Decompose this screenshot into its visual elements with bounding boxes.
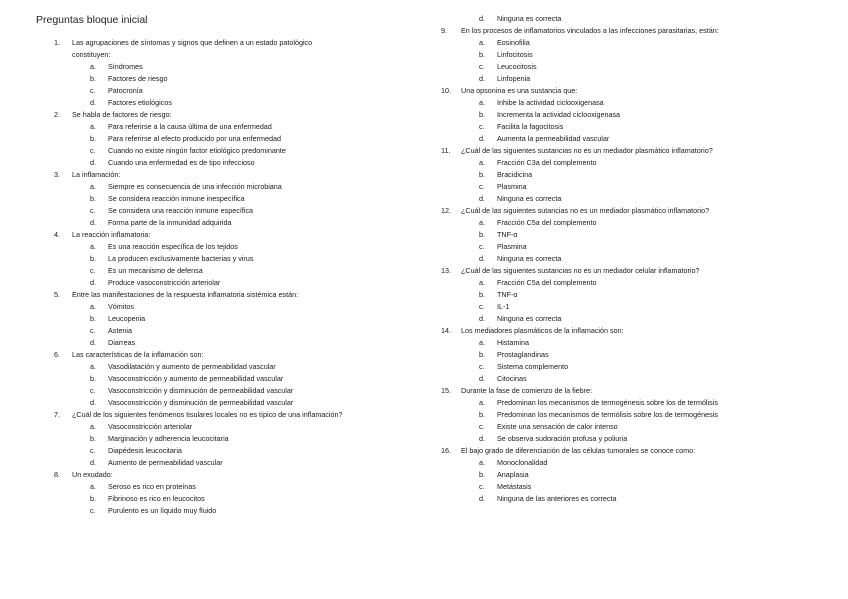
option-text: Vasoconstricción arteriolar	[108, 422, 193, 431]
answer-option	[54, 265, 414, 277]
question-text-line: ¿Cuál de los siguientes fenómenos tisulares locales no es típico de una inflamación?	[72, 410, 343, 419]
option-text: Vasoconstricción y aumento de permeabilidad vascular	[108, 374, 284, 383]
question-header	[441, 325, 841, 337]
answer-option	[441, 49, 841, 61]
question-item	[54, 409, 414, 469]
question-header	[54, 349, 414, 361]
question-number: 12.	[441, 206, 451, 215]
answer-option	[441, 409, 841, 421]
question-text-line: La reacción inflamatoria:	[72, 230, 151, 239]
answer-option	[54, 205, 414, 217]
option-letter: a.	[90, 242, 96, 251]
option-letter: b.	[90, 74, 96, 83]
question-number: 16.	[441, 446, 451, 455]
answer-option	[441, 253, 841, 265]
answer-option	[441, 169, 841, 181]
option-text: Bracidicina	[497, 170, 533, 179]
option-letter: c.	[90, 446, 96, 455]
answer-option	[54, 445, 414, 457]
answer-option	[54, 325, 414, 337]
question-header	[441, 145, 841, 157]
answer-option	[54, 193, 414, 205]
option-text: TNF-α	[497, 230, 518, 239]
option-letter: b.	[479, 170, 485, 179]
answer-option	[54, 61, 414, 73]
option-letter: b.	[479, 230, 485, 239]
question-item	[54, 169, 414, 229]
option-letter: c.	[90, 506, 96, 515]
question-header	[54, 109, 414, 121]
answer-option	[441, 337, 841, 349]
option-letter: c.	[479, 302, 485, 311]
option-text: Anaplasia	[497, 470, 529, 479]
option-letter: c.	[479, 422, 485, 431]
answer-option	[441, 469, 841, 481]
option-text: Aumento de permeabilidad vascular	[108, 458, 223, 467]
question-number: 10.	[441, 86, 451, 95]
answer-option	[54, 505, 414, 517]
option-text: Ninguna es correcta	[497, 14, 562, 23]
option-text: Cuando no existe ningún factor etiológico predominante	[108, 146, 286, 155]
option-text: Seroso es rico en proteínas	[108, 482, 196, 491]
option-letter: c.	[90, 86, 96, 95]
answer-option	[441, 349, 841, 361]
question-text-line: Las características de la inflamación son:	[72, 350, 204, 359]
answer-option	[441, 73, 841, 85]
question-item	[441, 25, 841, 85]
option-letter: a.	[90, 62, 96, 71]
question-number: 7.	[54, 410, 60, 419]
option-text: Facilita la fagocitosis	[497, 122, 564, 131]
option-letter: a.	[479, 338, 485, 347]
option-letter: b.	[90, 194, 96, 203]
option-letter: a.	[479, 458, 485, 467]
question-text	[72, 469, 414, 481]
answer-option	[441, 181, 841, 193]
answer-option	[441, 433, 841, 445]
option-letter: d.	[90, 98, 96, 107]
answer-option	[54, 85, 414, 97]
question-header	[54, 37, 414, 61]
question-number: 5.	[54, 290, 60, 299]
question-item	[441, 145, 841, 205]
option-text: Fibrinoso es rico en leucocitos	[108, 494, 205, 503]
question-item	[441, 445, 841, 505]
question-text-line: Una opsonina es una sustancia que:	[461, 86, 578, 95]
answer-option	[54, 253, 414, 265]
option-text: Predominan los mecanismos de termólisis sobre los de termogénesis	[497, 410, 718, 419]
question-text	[461, 385, 841, 397]
option-text: Es una reacción específica de los tejidos	[108, 242, 238, 251]
option-letter: d.	[479, 314, 485, 323]
question-header	[441, 85, 841, 97]
question-text	[461, 85, 841, 97]
option-letter: b.	[479, 410, 485, 419]
option-letter: b.	[90, 434, 96, 443]
option-letter: b.	[479, 50, 485, 59]
option-text: Diapédesis leucocitaria	[108, 446, 182, 455]
option-letter: c.	[479, 62, 485, 71]
question-item	[54, 229, 414, 289]
question-number: 15.	[441, 386, 451, 395]
question-header	[441, 265, 841, 277]
question-text-line: Durante la fase de comienzo de la fiebre:	[461, 386, 593, 395]
option-text: Predominan los mecanismos de termogénesis sobre los de termólisis	[497, 398, 718, 407]
option-letter: c.	[479, 362, 485, 371]
option-text: Ninguna es correcta	[497, 254, 562, 263]
answer-option	[441, 301, 841, 313]
option-letter: d.	[90, 278, 96, 287]
question-text-line: Se habla de factores de riesgo:	[72, 110, 172, 119]
question-item	[441, 205, 841, 265]
question-text-line: ¿Cuál de las siguientes sustancias no es un mediador plasmático inflamatorio?	[461, 146, 713, 155]
option-letter: a.	[90, 122, 96, 131]
option-text: Fracción C5a del complemento	[497, 218, 597, 227]
question-text	[461, 25, 841, 37]
option-text: Para referirse al efecto producido por una enfermedad	[108, 134, 282, 143]
answer-option	[441, 157, 841, 169]
option-text: Siempre es consecuencia de una infección microbiana	[108, 182, 282, 191]
answer-option	[54, 133, 414, 145]
answer-option	[54, 481, 414, 493]
option-letter: a.	[479, 158, 485, 167]
option-letter: d.	[90, 458, 96, 467]
question-number: 3.	[54, 170, 60, 179]
option-text: Leucocitosis	[497, 62, 537, 71]
option-letter: b.	[90, 254, 96, 263]
option-letter: c.	[90, 146, 96, 155]
option-text: Citocinas	[497, 374, 527, 383]
option-text: Eosinofilia	[497, 38, 530, 47]
answer-option	[441, 313, 841, 325]
question-text	[461, 145, 841, 157]
question-text-line: En los procesos de inflamatorios vinculados a las infecciones parasitarias, están:	[461, 26, 719, 35]
answer-option	[441, 289, 841, 301]
answer-option	[54, 97, 414, 109]
question-text	[72, 229, 414, 241]
question-text	[461, 205, 841, 217]
option-letter: b.	[479, 350, 485, 359]
option-letter: a.	[90, 302, 96, 311]
page-title: Preguntas bloque inicial	[36, 14, 148, 26]
option-letter: c.	[90, 326, 96, 335]
option-letter: d.	[479, 14, 485, 23]
answer-option	[54, 145, 414, 157]
answer-option	[441, 241, 841, 253]
option-text: Histamina	[497, 338, 529, 347]
answer-option	[441, 217, 841, 229]
option-text: Sistema complemento	[497, 362, 569, 371]
answer-option	[441, 229, 841, 241]
option-text: Leucopenia	[108, 314, 146, 323]
option-text: Patocronía	[108, 86, 143, 95]
option-text: Diarreas	[108, 338, 136, 347]
option-text: Cuando una enfermedad es de tipo infeccioso	[108, 158, 255, 167]
question-text-line: Entre las manifestaciones de la respuesta inflamatoria sistémica están:	[72, 290, 299, 299]
option-letter: b.	[479, 110, 485, 119]
question-number: 2.	[54, 110, 60, 119]
question-text	[72, 37, 414, 61]
answer-option	[54, 397, 414, 409]
right-question-column	[441, 13, 841, 505]
answer-option	[54, 301, 414, 313]
option-text: Incrementa la actividad ciclooxigenasa	[497, 110, 621, 119]
option-letter: a.	[90, 182, 96, 191]
option-text: Plasmina	[497, 182, 527, 191]
option-letter: c.	[90, 206, 96, 215]
question-item	[441, 265, 841, 325]
question-text-line: La inflamación:	[72, 170, 121, 179]
question-text-line: ¿Cuál de las siguientes sustancias no es un mediador celular inflamatorio?	[461, 266, 700, 275]
answer-option	[54, 121, 414, 133]
option-letter: d.	[479, 494, 485, 503]
question-text-line: Un exudado:	[72, 470, 113, 479]
option-text: Marginación y adherencia leucocitaria	[108, 434, 229, 443]
question-text	[72, 169, 414, 181]
option-text: Linfopenia	[497, 74, 531, 83]
option-text: Factores etiológicos	[108, 98, 172, 107]
option-letter: a.	[479, 98, 485, 107]
answer-option	[54, 457, 414, 469]
option-text: Vasoconstricción y disminución de permeabilidad vascular	[108, 398, 294, 407]
question-item	[54, 469, 414, 517]
option-text: Inhibe la actividad ciclooxigenasa	[497, 98, 604, 107]
option-letter: d.	[479, 194, 485, 203]
option-text: Metástasis	[497, 482, 532, 491]
option-letter: a.	[479, 218, 485, 227]
option-text: Fracción C5a del complemento	[497, 278, 597, 287]
answer-option	[441, 421, 841, 433]
answer-option	[441, 277, 841, 289]
option-letter: a.	[479, 398, 485, 407]
option-letter: c.	[90, 386, 96, 395]
option-letter: c.	[479, 182, 485, 191]
option-text: Ninguna de las anteriores es correcta	[497, 494, 617, 503]
option-text: Aumenta la permeabilidad vascular	[497, 134, 610, 143]
answer-option	[54, 313, 414, 325]
option-text: TNF-α	[497, 290, 518, 299]
question-number: 13.	[441, 266, 451, 275]
option-text: La producen exclusivamente bacterias y virus	[108, 254, 254, 263]
question-item	[54, 37, 414, 109]
answer-option	[441, 373, 841, 385]
option-letter: d.	[479, 74, 485, 83]
option-text: Vasodilatación y aumento de permeabilidad vascular	[108, 362, 276, 371]
question-text-line: El bajo grado de diferenciación de las células tumorales se conoce como:	[461, 446, 696, 455]
option-text: Se observa sudoración profusa y poliuria	[497, 434, 628, 443]
question-header	[54, 229, 414, 241]
question-number: 9.	[441, 26, 447, 35]
option-letter: d.	[90, 158, 96, 167]
answer-option	[54, 421, 414, 433]
question-item	[441, 325, 841, 385]
option-text: Produce vasoconstricción arteriolar	[108, 278, 221, 287]
question-text-continuation: constituyen:	[72, 50, 111, 59]
option-letter: d.	[90, 338, 96, 347]
answer-option	[54, 493, 414, 505]
option-letter: a.	[90, 482, 96, 491]
answer-option	[54, 157, 414, 169]
answer-option	[54, 73, 414, 85]
option-letter: d.	[479, 434, 485, 443]
answer-option	[54, 181, 414, 193]
question-text-line: Las agrupaciones de síntomas y signos que definen a un estado patológico	[72, 38, 313, 47]
option-letter: b.	[90, 374, 96, 383]
answer-option	[54, 217, 414, 229]
option-text: Astenia	[108, 326, 132, 335]
option-letter: c.	[479, 482, 485, 491]
question-header	[54, 469, 414, 481]
question-header	[54, 289, 414, 301]
question-header	[441, 205, 841, 217]
option-text: Forma parte de la inmunidad adquirida	[108, 218, 232, 227]
answer-option	[441, 121, 841, 133]
option-letter: b.	[479, 470, 485, 479]
option-text: Ninguna es correcta	[497, 314, 562, 323]
answer-option	[441, 37, 841, 49]
answer-option	[441, 97, 841, 109]
option-text: Vasoconstricción y disminución de permeabilidad vascular	[108, 386, 294, 395]
question-text	[461, 325, 841, 337]
answer-option	[441, 397, 841, 409]
question-header	[441, 385, 841, 397]
option-text: Se considera reacción inmune inespecífica	[108, 194, 245, 203]
question-number: 1.	[54, 38, 60, 47]
question-item	[54, 109, 414, 169]
option-letter: d.	[479, 254, 485, 263]
option-letter: c.	[479, 122, 485, 131]
option-text: Linfocitosis	[497, 50, 533, 59]
question-header	[54, 409, 414, 421]
question-number: 14.	[441, 326, 451, 335]
question-item	[54, 289, 414, 349]
option-text: Factores de riesgo	[108, 74, 168, 83]
question-text	[72, 289, 414, 301]
question-number: 8.	[54, 470, 60, 479]
option-text: Purulento es un líquido muy fluido	[108, 506, 217, 515]
option-text: Vómitos	[108, 302, 134, 311]
answer-option	[441, 13, 841, 25]
option-letter: b.	[90, 134, 96, 143]
question-item	[441, 385, 841, 445]
option-text: Monoclonalidad	[497, 458, 548, 467]
option-letter: a.	[479, 278, 485, 287]
option-letter: d.	[479, 374, 485, 383]
question-text-line: Los mediadores plasmáticos de la inflamación son:	[461, 326, 624, 335]
answer-option	[54, 385, 414, 397]
question-item	[54, 349, 414, 409]
option-text: Es un mecanismo de defensa	[108, 266, 203, 275]
question-text	[72, 349, 414, 361]
option-text: Fracción C3a del complemento	[497, 158, 597, 167]
option-text: Existe una sensación de calor intenso	[497, 422, 618, 431]
answer-option	[54, 361, 414, 373]
answer-option	[54, 277, 414, 289]
answer-option	[441, 133, 841, 145]
option-text: IL-1	[497, 302, 510, 311]
answer-option	[441, 481, 841, 493]
answer-option	[441, 493, 841, 505]
question-text-line: ¿Cuál de las siguientes sutancias no es un mediador plasmático inflamatorio?	[461, 206, 710, 215]
answer-option	[441, 109, 841, 121]
option-text: Se considera una reacción inmune específica	[108, 206, 254, 215]
question-text	[461, 445, 841, 457]
option-text: Síndromes	[108, 62, 143, 71]
question-header	[441, 25, 841, 37]
question-text	[72, 109, 414, 121]
option-letter: c.	[479, 242, 485, 251]
option-letter: d.	[90, 398, 96, 407]
question-text	[72, 409, 414, 421]
option-letter: b.	[90, 494, 96, 503]
answer-option	[54, 337, 414, 349]
option-letter: a.	[479, 38, 485, 47]
question-header	[54, 169, 414, 181]
option-letter: b.	[90, 314, 96, 323]
option-text: Prostaglandinas	[497, 350, 549, 359]
question-header	[441, 445, 841, 457]
option-letter: d.	[479, 134, 485, 143]
question-number: 11.	[441, 146, 451, 155]
option-letter: d.	[90, 218, 96, 227]
option-letter: c.	[90, 266, 96, 275]
option-letter: b.	[479, 290, 485, 299]
answer-option	[441, 457, 841, 469]
question-number: 4.	[54, 230, 60, 239]
option-text: Para referirse a la causa última de una enfermedad	[108, 122, 272, 131]
option-letter: a.	[90, 422, 96, 431]
answer-option	[441, 361, 841, 373]
option-text: Plasmina	[497, 242, 527, 251]
answer-option	[54, 373, 414, 385]
answer-option	[441, 61, 841, 73]
option-letter: a.	[90, 362, 96, 371]
question-text	[461, 265, 841, 277]
answer-option	[441, 193, 841, 205]
answer-option	[54, 241, 414, 253]
left-question-column	[54, 37, 414, 517]
question-number: 6.	[54, 350, 60, 359]
answer-option	[54, 433, 414, 445]
option-text: Ninguna es correcta	[497, 194, 562, 203]
question-item	[441, 85, 841, 145]
